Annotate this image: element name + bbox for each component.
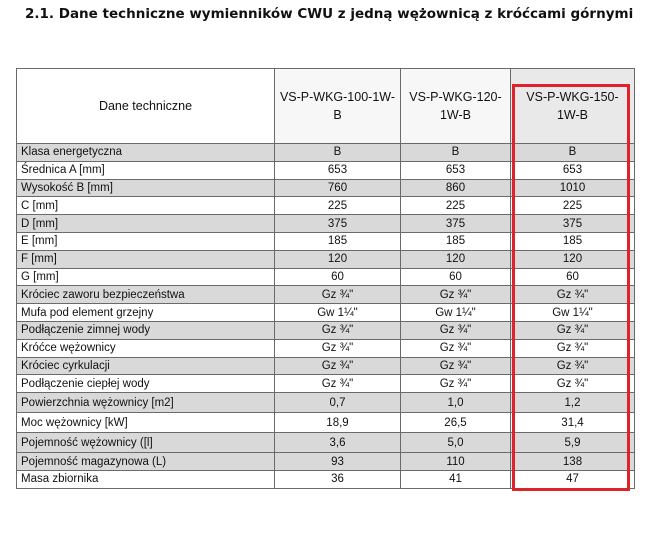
- table-row: [17, 215, 635, 233]
- cell-value: 18,9: [275, 413, 401, 433]
- section-heading: 2.1. Dane techniczne wymienników CWU z jedną wężownicą z króćcami górnymi: [25, 6, 634, 22]
- table-row: [17, 339, 635, 357]
- cell-value: Gw 1¼": [275, 304, 401, 322]
- cell-value: 653: [401, 161, 511, 179]
- row-label: C [mm]: [17, 197, 275, 215]
- cell-value: 31,4: [511, 413, 635, 433]
- row-label: Króćce wężownicy: [17, 339, 275, 357]
- cell-value: Gz ¾": [511, 339, 635, 357]
- table-row: [17, 250, 635, 268]
- cell-value: 5,9: [511, 433, 635, 453]
- cell-value: Gz ¾": [275, 339, 401, 357]
- table-row: [17, 433, 635, 453]
- row-label: Masa zbiornika: [17, 470, 275, 488]
- cell-value: Gz ¾": [511, 357, 635, 375]
- cell-value: Gz ¾": [511, 286, 635, 304]
- cell-value: 760: [275, 179, 401, 197]
- row-label: D [mm]: [17, 215, 275, 233]
- cell-value: 120: [275, 250, 401, 268]
- row-label: Króciec cyrkulacji: [17, 357, 275, 375]
- cell-value: 375: [401, 215, 511, 233]
- cell-value: Gw 1¼": [401, 304, 511, 322]
- cell-value: 225: [511, 197, 635, 215]
- table-row: [17, 453, 635, 471]
- table-row: [17, 321, 635, 339]
- row-label: Podłączenie zimnej wody: [17, 321, 275, 339]
- cell-value: Gz ¾": [401, 357, 511, 375]
- cell-value: 653: [275, 161, 401, 179]
- cell-value: Gz ¾": [511, 375, 635, 393]
- cell-value: 120: [401, 250, 511, 268]
- cell-value: 653: [511, 161, 635, 179]
- cell-value: 375: [511, 215, 635, 233]
- row-label: Pojemność wężownicy ([l]: [17, 433, 275, 453]
- table-row: [17, 304, 635, 322]
- row-label: Wysokość B [mm]: [17, 179, 275, 197]
- header-model-150: VS-P-WKG-150-1W-B: [511, 69, 635, 144]
- cell-value: 138: [511, 453, 635, 471]
- cell-value: 225: [275, 197, 401, 215]
- header-model-100: VS-P-WKG-100-1W-B: [275, 69, 401, 144]
- cell-value: 0,7: [275, 393, 401, 413]
- row-label: Króciec zaworu bezpieczeństwa: [17, 286, 275, 304]
- table-row: [17, 286, 635, 304]
- header-label-cell: Dane techniczne: [17, 69, 275, 144]
- cell-value: Gz ¾": [275, 321, 401, 339]
- cell-value: B: [511, 144, 635, 162]
- cell-value: 60: [401, 268, 511, 286]
- cell-value: 93: [275, 453, 401, 471]
- cell-value: 120: [511, 250, 635, 268]
- table-row: [17, 268, 635, 286]
- cell-value: 1,2: [511, 393, 635, 413]
- table-row: [17, 197, 635, 215]
- table-row: [17, 357, 635, 375]
- cell-value: 60: [511, 268, 635, 286]
- cell-value: 185: [401, 232, 511, 250]
- cell-value: Gz ¾": [401, 286, 511, 304]
- cell-value: 5,0: [401, 433, 511, 453]
- cell-value: 860: [401, 179, 511, 197]
- cell-value: 3,6: [275, 433, 401, 453]
- cell-value: 375: [275, 215, 401, 233]
- row-label: Powierzchnia wężownicy [m2]: [17, 393, 275, 413]
- table-row: [17, 161, 635, 179]
- cell-value: Gz ¾": [275, 375, 401, 393]
- table-row: [17, 179, 635, 197]
- table-row: [17, 413, 635, 433]
- cell-value: 185: [275, 232, 401, 250]
- cell-value: B: [401, 144, 511, 162]
- header-model-120: VS-P-WKG-120-1W-B: [401, 69, 511, 144]
- cell-value: 26,5: [401, 413, 511, 433]
- cell-value: Gw 1¼": [511, 304, 635, 322]
- cell-value: 1010: [511, 179, 635, 197]
- cell-value: 1,0: [401, 393, 511, 413]
- cell-value: Gz ¾": [511, 321, 635, 339]
- cell-value: Gz ¾": [275, 286, 401, 304]
- cell-value: Gz ¾": [401, 321, 511, 339]
- cell-value: 225: [401, 197, 511, 215]
- row-label: Klasa energetyczna: [17, 144, 275, 162]
- row-label: Mufa pod element grzejny: [17, 304, 275, 322]
- table-row: [17, 470, 635, 488]
- table-row: [17, 232, 635, 250]
- row-label: Podłączenie ciepłej wody: [17, 375, 275, 393]
- cell-value: 36: [275, 470, 401, 488]
- row-label: F [mm]: [17, 250, 275, 268]
- table-row: [17, 144, 635, 162]
- row-label: Pojemność magazynowa (L): [17, 453, 275, 471]
- row-label: E [mm]: [17, 232, 275, 250]
- cell-value: 110: [401, 453, 511, 471]
- table-row: [17, 375, 635, 393]
- cell-value: 47: [511, 470, 635, 488]
- row-label: Moc wężownicy [kW]: [17, 413, 275, 433]
- cell-value: Gz ¾": [401, 339, 511, 357]
- cell-value: Gz ¾": [275, 357, 401, 375]
- cell-value: B: [275, 144, 401, 162]
- table-header-row: [17, 69, 635, 144]
- row-label: Średnica A [mm]: [17, 161, 275, 179]
- row-label: G [mm]: [17, 268, 275, 286]
- table-row: [17, 393, 635, 413]
- spec-table: [16, 68, 635, 489]
- cell-value: Gz ¾": [401, 375, 511, 393]
- cell-value: 185: [511, 232, 635, 250]
- cell-value: 41: [401, 470, 511, 488]
- cell-value: 60: [275, 268, 401, 286]
